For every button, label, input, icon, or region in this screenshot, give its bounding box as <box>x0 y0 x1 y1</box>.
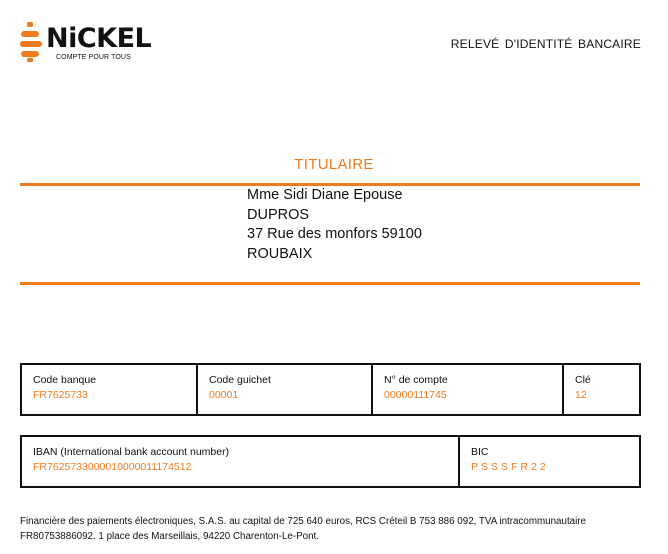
bic-label: BIC <box>471 446 489 458</box>
numero-compte-label: N° de compte <box>384 374 448 386</box>
bank-details-box <box>20 363 641 416</box>
iban-value: FR7625733000010000011174512 <box>33 461 192 473</box>
cle-cell <box>564 365 639 414</box>
bic-cell <box>460 437 639 486</box>
holder-line-city: ROUBAIX <box>247 245 313 262</box>
iban-bic-box <box>20 435 641 488</box>
holder-address <box>247 186 422 264</box>
logo-tagline: COMPTE POUR TOUS <box>56 54 131 61</box>
document-title: RELEVÉ D'IDENTITÉ BANCAIRE <box>450 37 641 51</box>
holder-bottom-rule <box>20 282 640 285</box>
cle-label: Clé <box>575 374 591 386</box>
footer-line-2: FR80753886092. 1 place des Marseillais, 94220 Charenton-Le-Pont. <box>20 531 319 542</box>
iban-label: IBAN (International bank account number) <box>33 446 230 458</box>
code-guichet-label: Code guichet <box>209 374 271 386</box>
numero-compte-cell <box>373 365 564 414</box>
holder-section-title: TITULAIRE <box>294 156 374 173</box>
holder-line-name-2: DUPROS <box>247 206 310 223</box>
legal-footer <box>20 514 650 544</box>
logo-wordmark: NiCKEL <box>46 23 152 54</box>
iban-cell <box>22 437 460 486</box>
holder-line-street: 37 Rue des monfors 59100 <box>247 226 422 242</box>
code-guichet-value: 00001 <box>209 389 239 401</box>
bic-value: PSSSFR22 <box>471 461 549 473</box>
code-banque-cell <box>22 365 198 414</box>
footer-line-1: Financière des paiements électroniques, S.A.S. au capital de 725 640 euros, RCS Créteil B 753 886 092, TVA intracommunautaire <box>20 516 587 527</box>
code-banque-value: FR7625733 <box>33 389 88 401</box>
holder-line-name: Mme Sidi Diane Epouse <box>247 187 403 203</box>
nickel-logo <box>20 20 150 66</box>
nickel-logo-mark-icon <box>20 22 42 62</box>
numero-compte-value: 00000111745 <box>384 389 447 401</box>
code-banque-label: Code banque <box>33 374 97 386</box>
code-guichet-cell <box>198 365 373 414</box>
cle-value: 12 <box>575 389 587 401</box>
